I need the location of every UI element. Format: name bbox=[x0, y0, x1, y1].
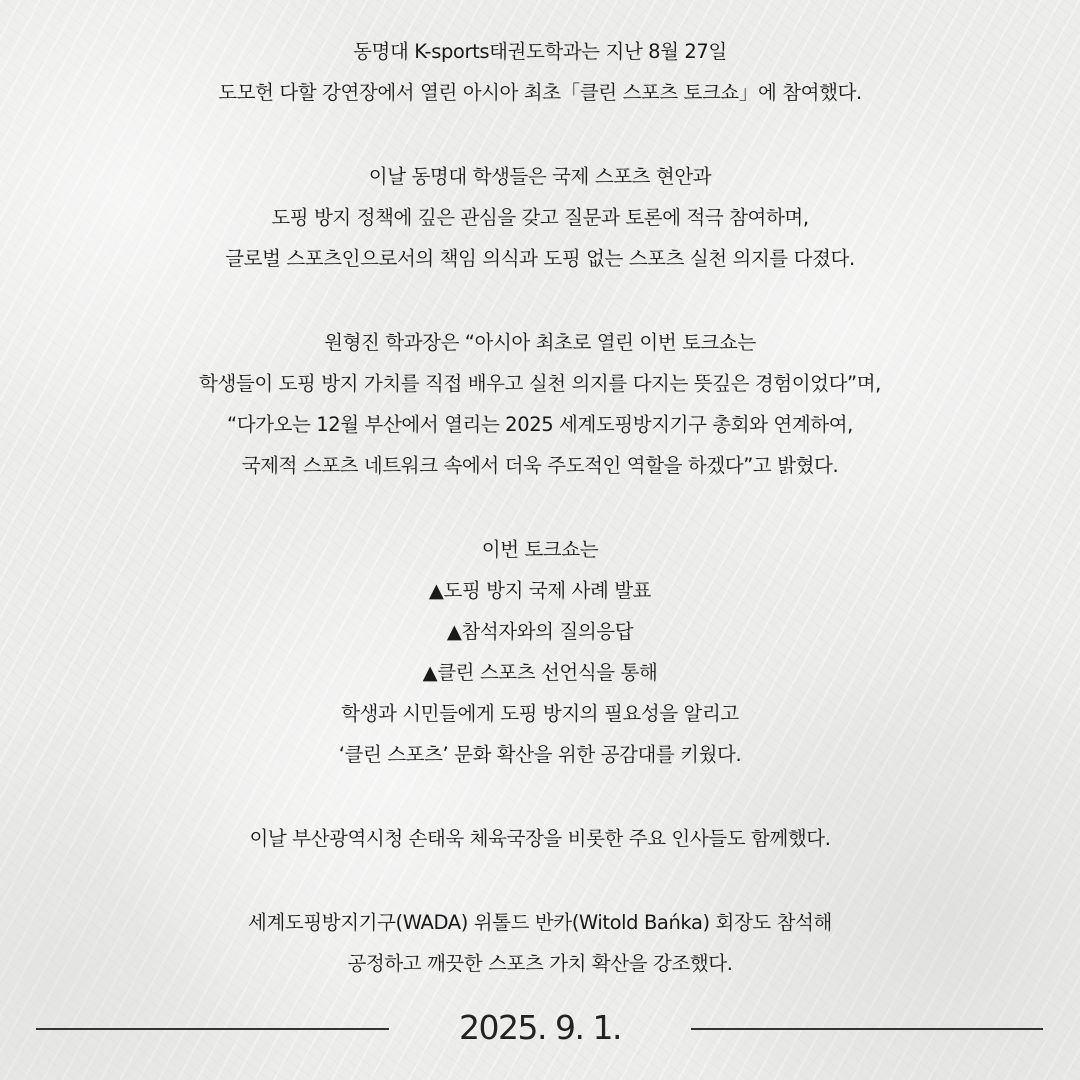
text-line: 이번 토크쇼는 bbox=[481, 538, 599, 561]
footer bbox=[0, 1004, 1080, 1052]
left-divider bbox=[36, 1028, 389, 1030]
text-line: 공정하고 깨끗한 스포츠 가치 확산을 강조했다. bbox=[347, 952, 733, 975]
text-line: 이날 부산광역시청 손태욱 체육국장을 비롯한 주요 인사들도 함께했다. bbox=[249, 827, 831, 850]
list-item: ▲클린 스포츠 선언식을 통해 bbox=[422, 661, 658, 684]
text-line: 국제적 스포츠 네트워크 속에서 더욱 주도적인 역할을 하겠다”고 밝혔다. bbox=[241, 454, 839, 477]
text-line: 원형진 학과장은 “아시아 최초로 열린 이번 토크쇼는 bbox=[324, 331, 756, 354]
text-line: ‘클린 스포츠’ 문화 확산을 위한 공감대를 키웠다. bbox=[338, 743, 742, 766]
publish-date: 2025. 9. 1. bbox=[459, 1008, 621, 1047]
text-line: 이날 동명대 학생들은 국제 스포츠 현안과 bbox=[368, 165, 712, 188]
paragraph-program bbox=[0, 529, 1080, 775]
text-line: 학생들이 도핑 방지 가치를 직접 배우고 실천 의지를 다지는 뜻깊은 경험이었다”며, bbox=[199, 372, 881, 395]
text-line: 글로벌 스포츠인으로서의 책임 의식과 도핑 없는 스포츠 실천 의지를 다졌다. bbox=[225, 247, 855, 270]
text-line: 학생과 시민들에게 도핑 방지의 필요성을 알리고 bbox=[341, 702, 739, 725]
paragraph-students bbox=[0, 156, 1080, 279]
text-line: 세계도핑방지기구(WADA) 위톨드 반카(Witold Bańka) 회장도 참석해 bbox=[248, 911, 832, 934]
paragraph-quote bbox=[0, 322, 1080, 486]
article-body bbox=[0, 31, 1080, 1027]
list-item: ▲도핑 방지 국제 사례 발표 bbox=[428, 579, 652, 602]
right-divider bbox=[691, 1028, 1043, 1030]
paragraph-intro bbox=[0, 31, 1080, 113]
text-line: 동명대 K-sports태권도학과는 지난 8월 27일 bbox=[353, 40, 727, 63]
text-line: 도핑 방지 정책에 깊은 관심을 갖고 질문과 토론에 적극 참여하며, bbox=[271, 206, 809, 229]
paragraph-attendees bbox=[0, 818, 1080, 859]
list-item: ▲참석자와의 질의응답 bbox=[446, 620, 634, 643]
text-line: “다가오는 12월 부산에서 열리는 2025 세계도핑방지기구 총회와 연계하여, bbox=[227, 413, 853, 436]
paragraph-wada bbox=[0, 902, 1080, 984]
text-line: 도모헌 다할 강연장에서 열린 아시아 최초「클린 스포츠 토크쇼」에 참여했다. bbox=[218, 81, 862, 104]
